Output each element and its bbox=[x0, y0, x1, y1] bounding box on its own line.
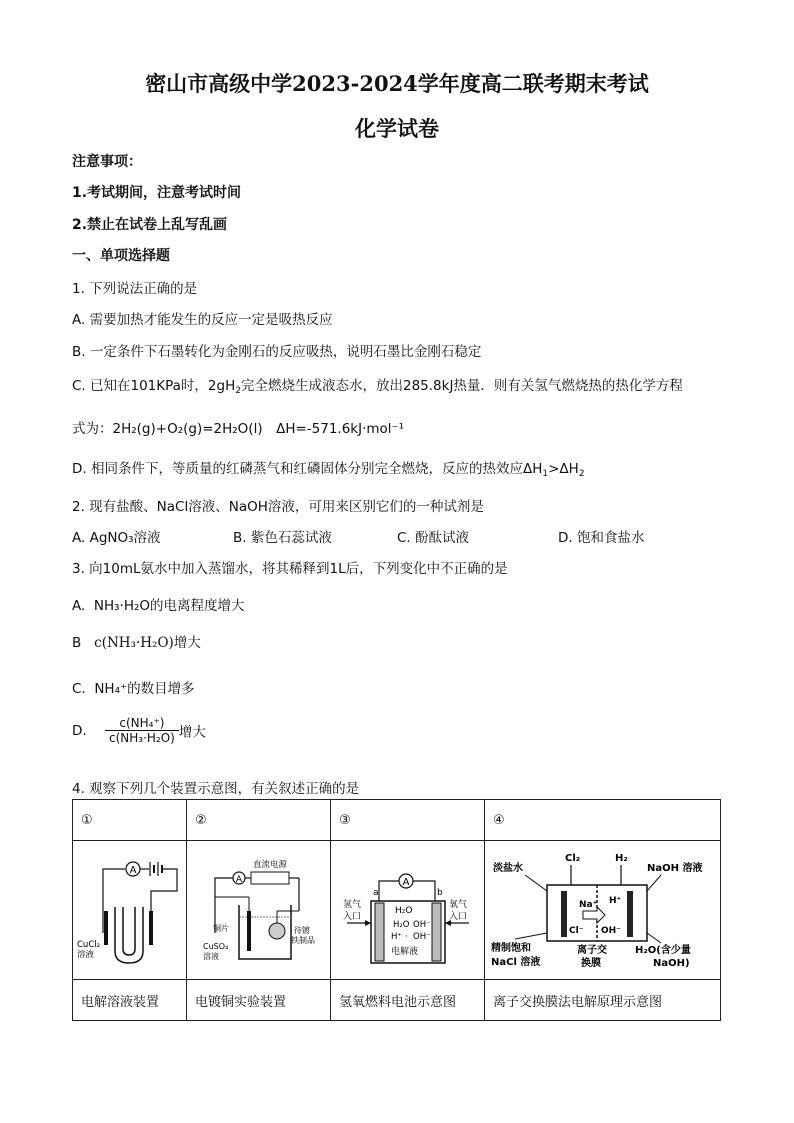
section-heading: 一、单项选择题 bbox=[72, 248, 170, 264]
svg-text:H₂O: H₂O bbox=[395, 906, 413, 916]
cathode-icon bbox=[432, 903, 441, 961]
q2-option-c: C. 酚酞试液 bbox=[397, 530, 470, 546]
svg-text:氢气: 氢气 bbox=[343, 900, 362, 910]
notice-item-1: 1.考试期间，注意考试时间 bbox=[72, 185, 242, 201]
svg-text:氧气: 氧气 bbox=[449, 900, 468, 910]
figure-copper-plating bbox=[187, 841, 331, 980]
q3-option-c: C. NH₄⁺的数目增多 bbox=[72, 681, 195, 697]
svg-text:电解液: 电解液 bbox=[391, 947, 419, 957]
svg-text:A: A bbox=[129, 865, 137, 876]
electrode-icon bbox=[104, 911, 108, 945]
svg-text:NaOH): NaOH) bbox=[653, 958, 690, 969]
svg-text:精制饱和: 精制饱和 bbox=[491, 943, 531, 954]
svg-text:NaOH 溶液: NaOH 溶液 bbox=[647, 863, 703, 874]
q3-stem: 3. 向10mL氨水中加入蒸馏水，将其稀释到1L后，下列变化中不正确的是 bbox=[72, 561, 508, 577]
svg-text:A: A bbox=[235, 875, 243, 885]
iron-object-icon bbox=[269, 923, 285, 939]
notice-item-2: 2.禁止在试卷上乱写乱画 bbox=[72, 217, 228, 233]
svg-text:溶液: 溶液 bbox=[203, 952, 219, 961]
q1-option-c-line2: 式为：2H₂(g)+O₂(g)=2H₂O(l) ΔH=-571.6kJ·mol⁻¹ bbox=[72, 421, 405, 437]
q1-option-b: B. 一定条件下石墨转化为金刚石的反应吸热，说明石墨比金刚石稳定 bbox=[72, 344, 482, 360]
svg-text:OH⁻: OH⁻ bbox=[413, 932, 431, 942]
figure-ion-exchange bbox=[485, 841, 721, 980]
svg-text:b: b bbox=[437, 888, 443, 898]
svg-text:NaCl 溶液: NaCl 溶液 bbox=[491, 957, 541, 968]
cathode-icon bbox=[627, 891, 633, 937]
svg-text:·: · bbox=[405, 932, 408, 942]
svg-text:CuSO₄: CuSO₄ bbox=[203, 942, 229, 951]
device-caption-3: 氢氧燃料电池示意图 bbox=[331, 980, 485, 1021]
svg-text:H₂O: H₂O bbox=[393, 920, 410, 930]
copper-plate-icon bbox=[247, 911, 251, 951]
svg-text:Cl⁻: Cl⁻ bbox=[569, 926, 584, 936]
svg-text:H⁺: H⁺ bbox=[391, 932, 402, 942]
device-caption-2: 电镀铜实验装置 bbox=[187, 980, 331, 1021]
svg-text:换膜: 换膜 bbox=[581, 958, 601, 969]
svg-text:离子交: 离子交 bbox=[577, 945, 607, 956]
q2-option-d: D. 饱和食盐水 bbox=[558, 530, 645, 546]
q1-stem: 1. 下列说法正确的是 bbox=[72, 281, 198, 297]
svg-text:Cl₂: Cl₂ bbox=[565, 853, 581, 864]
anode-icon bbox=[375, 903, 384, 961]
svg-text:直流电源: 直流电源 bbox=[253, 860, 288, 870]
notice-heading: 注意事项： bbox=[72, 154, 142, 170]
exam-title: 密山市高级中学2023-2024学年度高二联考期末考试 bbox=[145, 71, 649, 96]
device-header-1: ① bbox=[73, 800, 187, 841]
q2-option-a: A. AgNO₃溶液 bbox=[72, 530, 161, 546]
q3-fraction: $\frac{\text{c(NH₄⁺)}}{\text{c(NH₃·H₂O)}}$ bbox=[105, 716, 179, 745]
svg-text:铜片: 铜片 bbox=[213, 924, 229, 933]
anode-icon bbox=[561, 891, 567, 937]
svg-text:CuCl₂: CuCl₂ bbox=[77, 940, 101, 950]
q3-option-b: B c(NH₃·H₂O)增大 bbox=[72, 635, 201, 651]
q3-option-a: A. NH₃·H₂O的电离程度增大 bbox=[72, 598, 245, 614]
figure-electrolysis bbox=[73, 841, 187, 980]
q1-option-c-line1: C. 已知在101KPa时，$2gH_2$完全燃烧生成液态水，放出285.8kJ热量．则有关氢气燃烧热的热化学方程 bbox=[72, 378, 683, 396]
svg-text:A: A bbox=[402, 877, 410, 888]
device-header-2: ② bbox=[187, 800, 331, 841]
figure-fuel-cell bbox=[331, 841, 485, 980]
svg-text:入口: 入口 bbox=[343, 912, 362, 922]
svg-text:a: a bbox=[373, 888, 379, 898]
device-table bbox=[72, 799, 721, 1021]
svg-text:H₂O(含少量: H₂O(含少量 bbox=[635, 945, 691, 956]
exam-subtitle: 化学试卷 bbox=[355, 116, 439, 141]
svg-text:铁制品: 铁制品 bbox=[291, 936, 315, 945]
device-header-3: ③ bbox=[331, 800, 485, 841]
svg-text:入口: 入口 bbox=[449, 912, 468, 922]
svg-text:OH⁻: OH⁻ bbox=[601, 926, 621, 936]
svg-text:Na⁺: Na⁺ bbox=[579, 900, 598, 910]
device-caption-4: 离子交换膜法电解原理示意图 bbox=[485, 980, 721, 1021]
svg-text:溶液: 溶液 bbox=[77, 950, 95, 960]
device-header-4: ④ bbox=[485, 800, 721, 841]
q1-option-d: D. 相同条件下，等质量的红磷蒸气和红磷固体分别完全燃烧，反应的热效应$\Delta H_1>\Delta H_2$ bbox=[72, 461, 585, 479]
svg-text:OH⁻: OH⁻ bbox=[413, 920, 431, 930]
svg-text:H₂: H₂ bbox=[615, 853, 628, 864]
svg-text:H⁺: H⁺ bbox=[609, 896, 622, 906]
svg-text:淡盐水: 淡盐水 bbox=[493, 863, 523, 874]
q3-option-d: D. $\frac{\text{c(NH₄⁺)}}{\text{c(NH₃·H₂O)}}$ 增大 bbox=[72, 716, 206, 745]
q1-option-a: A. 需要加热才能发生的反应一定是吸热反应 bbox=[72, 312, 333, 328]
power-supply-icon bbox=[251, 872, 289, 884]
svg-text:待镀: 待镀 bbox=[294, 926, 310, 935]
device-caption-1: 电解溶液装置 bbox=[73, 980, 187, 1021]
q4-stem: 4. 观察下列几个装置示意图，有关叙述正确的是 bbox=[72, 781, 360, 797]
q2-option-b: B. 紫色石蕊试液 bbox=[233, 530, 332, 546]
q2-stem: 2. 现有盐酸、NaCl溶液、NaOH溶液，可用来区别它们的一种试剂是 bbox=[72, 499, 484, 515]
